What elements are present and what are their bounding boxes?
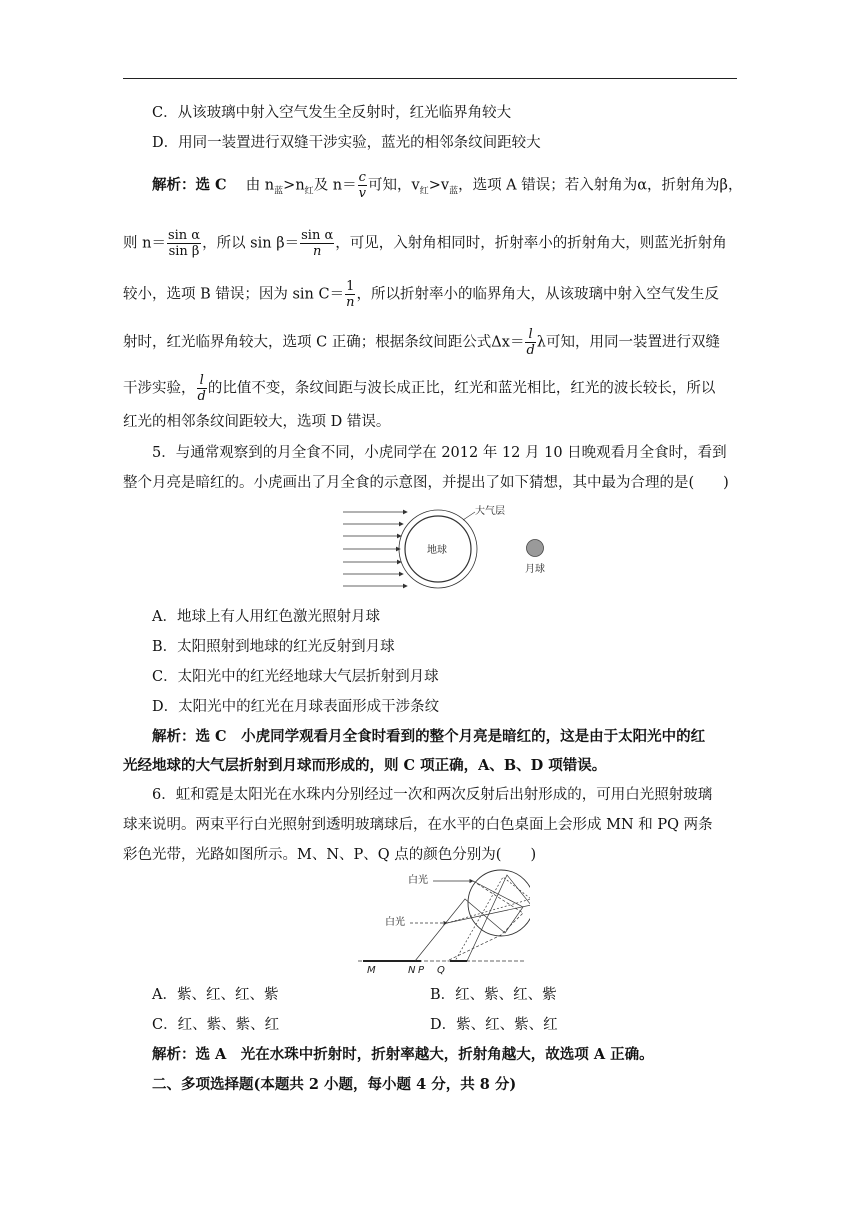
white-light-label-2: 白光 xyxy=(385,917,405,928)
fraction: $\frac{c}{v}$ xyxy=(358,170,366,201)
moon-label: 月球 xyxy=(525,564,545,575)
point-n-label: N xyxy=(408,965,416,976)
q5-stem-line1: 5．与通常观察到的月全食不同，小虎同学在 2012 年 12 月 10 日晚观看月全食时，看到 xyxy=(152,445,727,461)
point-m-label: M xyxy=(367,965,376,976)
q5-option-a: A．地球上有人用红色激光照射月球 xyxy=(152,609,380,625)
q6-answer: 解析：选 A 光在水珠中折射时，折射率越大，折射角越大，故选项 A 正确。 xyxy=(152,1046,654,1063)
q5-option-b: B．太阳照射到地球的红光反射到月球 xyxy=(152,639,395,655)
fraction: $\frac{l}{d}$ xyxy=(197,373,206,404)
q6-stem-line1: 6．虹和霓是太阳光在水珠内分别经过一次和两次反射后出射形成的，可用白光照射玻璃 xyxy=(152,787,713,803)
fraction: $\frac{\text{sin α}}{n}$ xyxy=(301,228,334,259)
moon-icon xyxy=(527,540,544,557)
q6-option-b: B．红、紫、红、紫 xyxy=(430,987,557,1003)
fraction: $\frac{1}{n}$ xyxy=(346,279,355,310)
fraction: $\frac{l}{d}$ xyxy=(526,327,535,358)
q4-answer-line3: 较小，选项 B 错误；因为 sin C＝ $\frac{1}{n}$ ，所以折射率小的临界角大，从该玻璃中射入空气发生反 xyxy=(123,279,719,310)
q6-option-d: D．紫、红、紫、红 xyxy=(430,1017,558,1033)
q4-answer-line5: 干涉实验， $\frac{l}{d}$ 的比值不变，条纹间距与波长成正比，红光和蓝光相比，红光的波长较长，所以 xyxy=(123,373,716,404)
q5-option-c: C．太阳光中的红光经地球大气层折射到月球 xyxy=(152,669,439,685)
q5-answer-line2: 光经地球的大气层折射到月球而形成的，则 C 项正确，A、B、D 项错误。 xyxy=(123,757,607,774)
q6-stem-line3: 彩色光带，光路如图所示。M、N、P、Q 点的颜色分别为( ) xyxy=(123,847,537,863)
q6-option-c: C．红、紫、紫、红 D．紫、红、紫、红 xyxy=(152,1017,558,1033)
q4-option-c: C．从该玻璃中射入空气发生全反射时，红光临界角较大 xyxy=(152,105,512,121)
q6-option-a: A．紫、红、红、紫 B．红、紫、红、紫 xyxy=(152,987,557,1003)
q6-stem-line2: 球来说明。两束平行白光照射到透明玻璃球后，在水平的白色桌面上会形成 MN 和 PQ 两条 xyxy=(123,817,713,833)
q4-answer-line2: 则 n＝ $\frac{\text{sin α}}{\text{sin β}}$ ，所以 sin β＝ $\frac{\text{sin α}}{n}$ ，可见，入射角相同时，折射率小的折射角大，则蓝光折射角 xyxy=(123,228,727,259)
point-p-label: P xyxy=(418,965,425,976)
fraction: $\frac{\text{sin α}}{\text{sin β}}$ xyxy=(167,228,201,259)
atmosphere-label: 大气层 xyxy=(475,506,505,517)
q4-answer-line6: 红光的相邻条纹间距较大，选项 D 错误。 xyxy=(123,414,391,430)
q4-answer-line4: 射时，红光临界角较大，选项 C 正确；根据条纹间距公式Δx＝ $\frac{l}{d}$ λ可知，用同一装置进行双缝 xyxy=(123,327,720,358)
glass-ball-figure xyxy=(355,867,530,979)
q4-option-d: D．用同一装置进行双缝干涉实验，蓝光的相邻条纹间距较大 xyxy=(152,135,541,151)
section-heading: 二、多项选择题(本题共 2 小题，每小题 4 分，共 8 分) xyxy=(152,1076,517,1093)
answer-label: 解析：选 C xyxy=(152,176,227,194)
earth-label: 地球 xyxy=(427,545,447,556)
header-rule xyxy=(123,78,737,79)
glass-ball-circle xyxy=(468,870,530,936)
q5-option-d: D．太阳光中的红光在月球表面形成干涉条纹 xyxy=(152,699,440,715)
q5-stem-line2: 整个月亮是暗红的。小虎画出了月全食的示意图，并提出了如下猜想，其中最为合理的是( ) xyxy=(123,475,729,491)
white-light-label-1: 白光 xyxy=(408,875,428,886)
lunar-eclipse-figure xyxy=(335,500,565,600)
q4-answer-line1: 解析：选 C 由 $n_蓝>n_红$及 n＝ $\frac{c}{v}$ 可知，$v_红>v_蓝$，选项 A 错误；若入射角为α，折射角为β， xyxy=(152,170,743,201)
point-q-label: Q xyxy=(437,965,445,976)
sunlight-rays xyxy=(343,512,407,586)
q5-answer-line1: 解析：选 C 小虎同学观看月全食时看到的整个月亮是暗红的，这是由于太阳光中的红 xyxy=(152,728,706,745)
